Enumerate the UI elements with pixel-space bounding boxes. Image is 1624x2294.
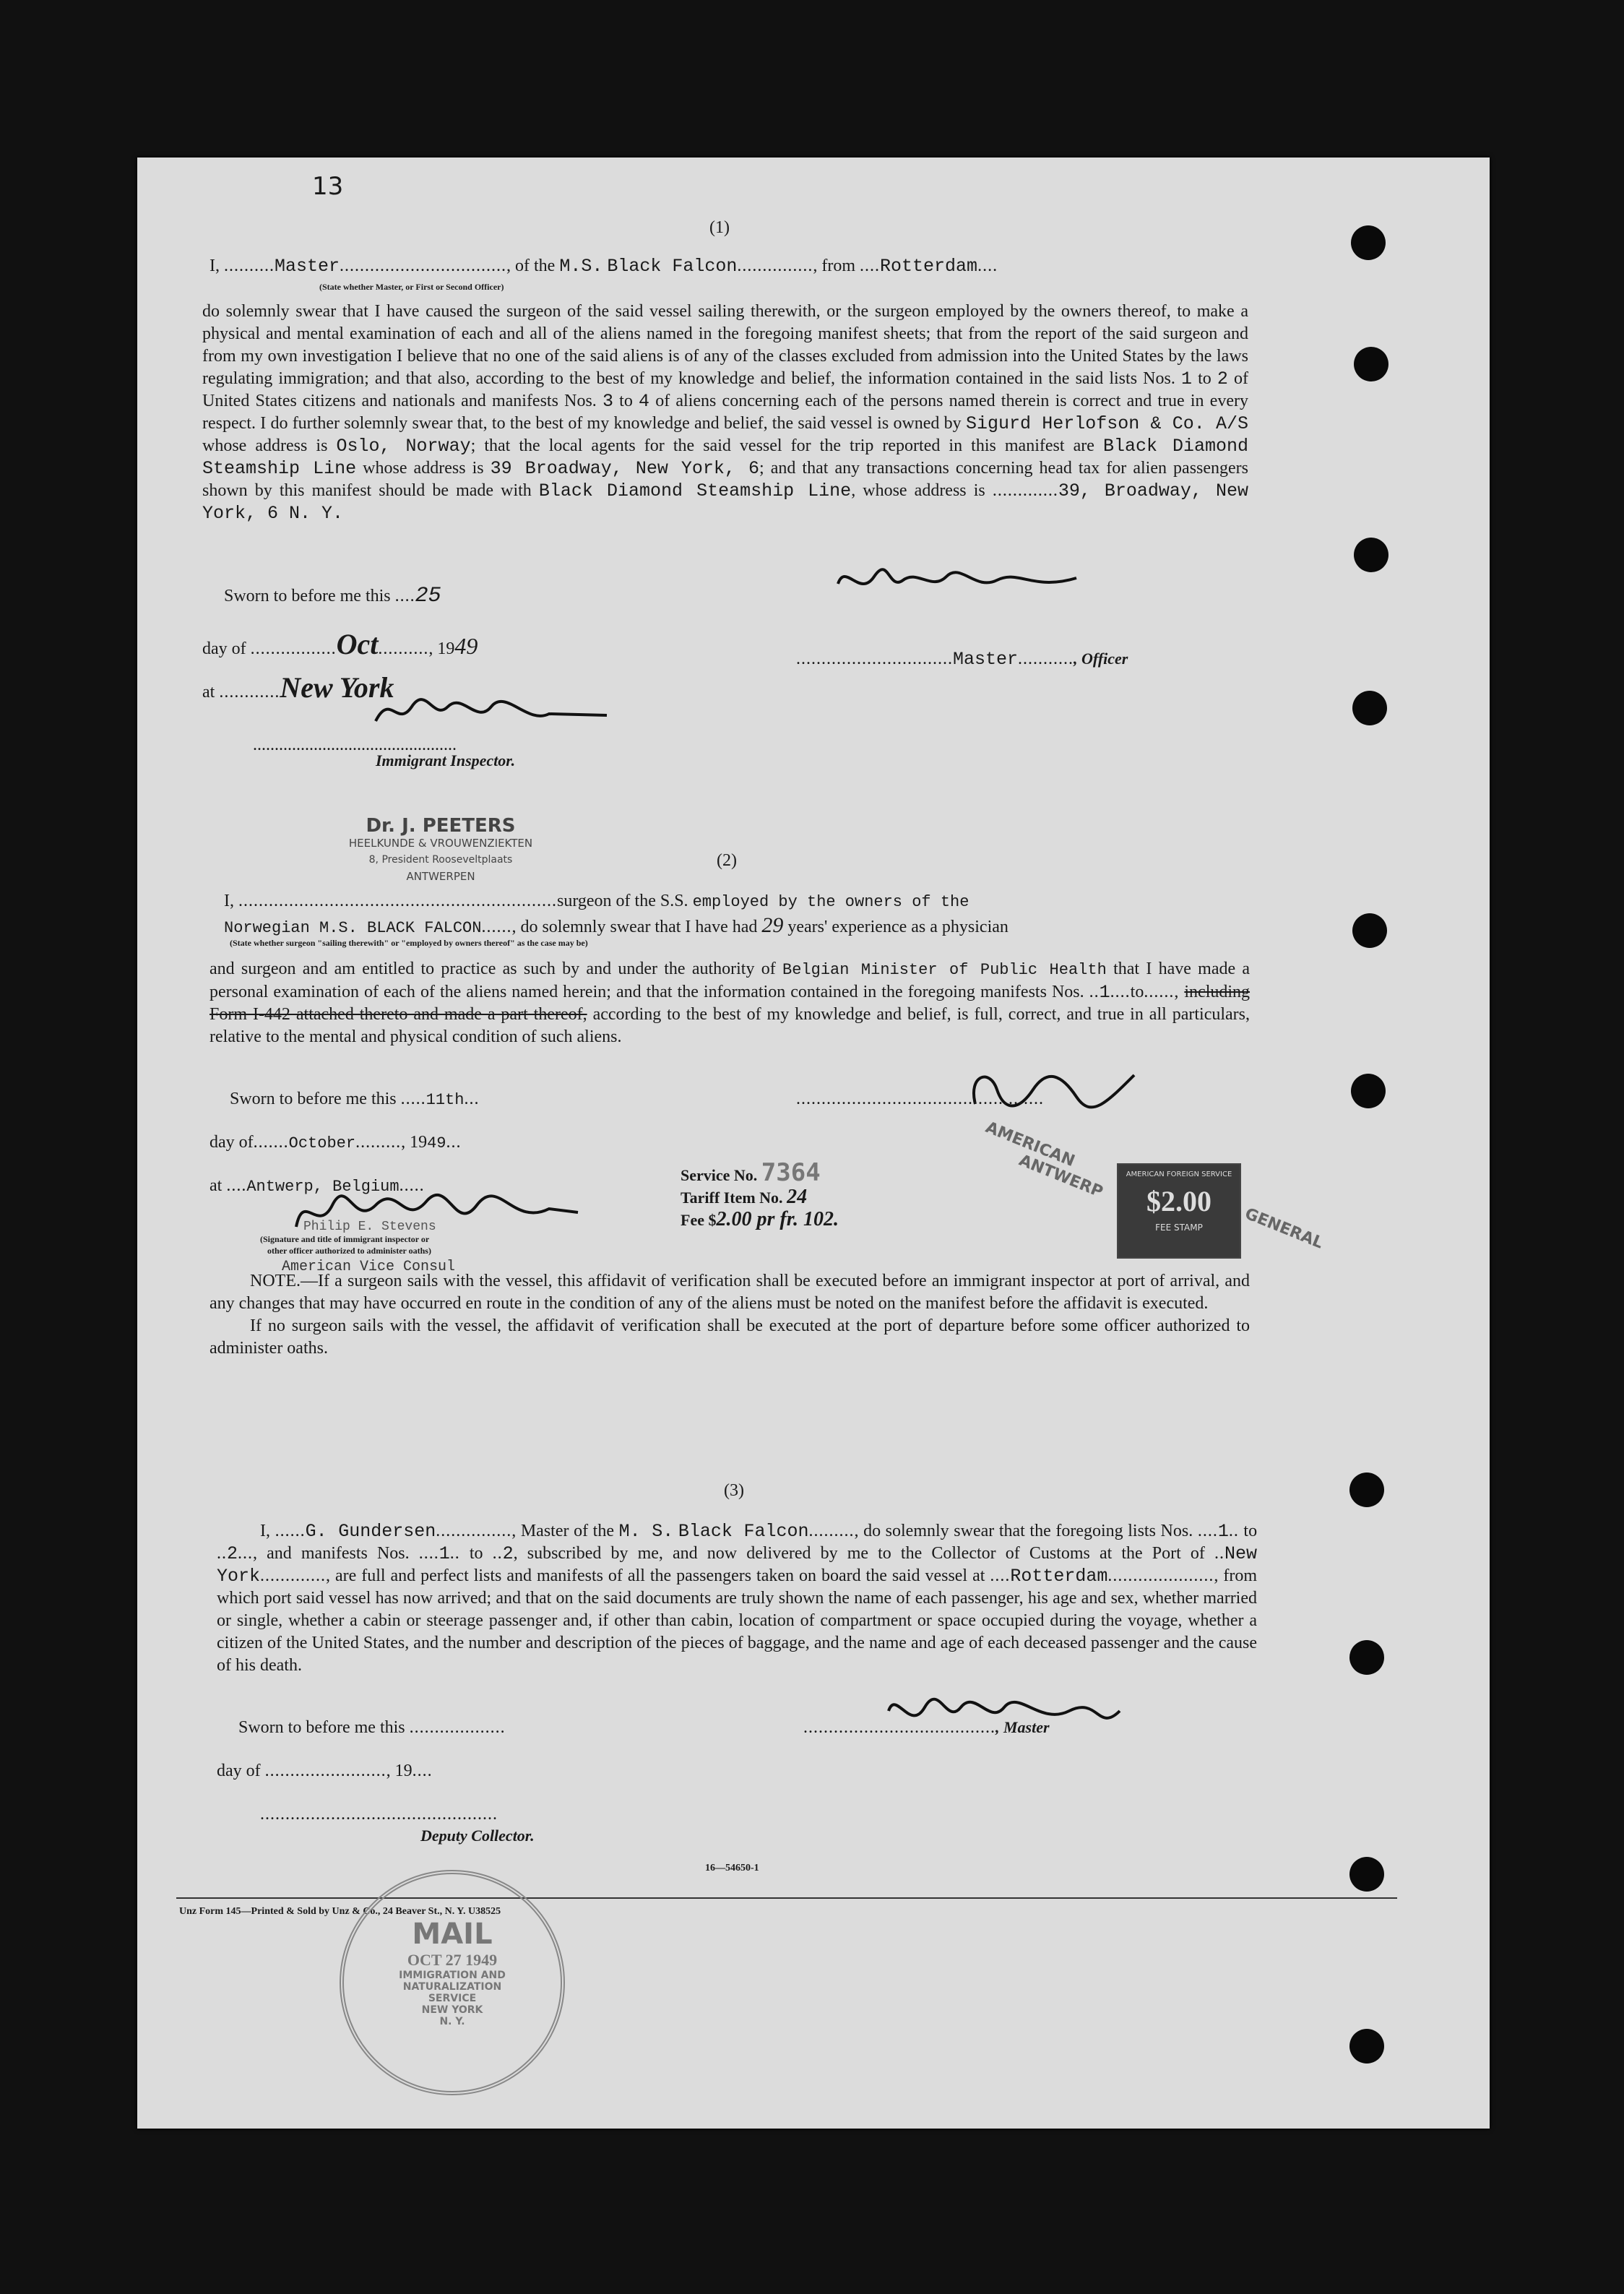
document-page: 13 (1) I, ..........Master................................., of the M.S. Black Falcon..............., from ....Rotterdam.... (State whether Master, or First or Second Officer) do solemnly swear that I have caused the surgeon of the said vessel sailing therewith, or the surgeon employed by the owners thereof, to make a physical and mental examination of each and all of the aliens named in the foregoing manifest sheets; that from the report of the said surgeon and from my own investigation I believe that no one of the said aliens is of any of the classes excluded from admission into the United States by the laws regulating immigration; and that also, according to the best of my knowledge and belief, the information contained in the said lists Nos. 1 to 2 of United States citizens and nationals and manifests Nos. 3 to 4 of aliens concerning each of the persons named therein is correct and true in every respect. I do further solemnly swear that, to the best of my knowledge and belief, the said vessel is owned by Sigurd Herlofson & Co. A/S whose address is Oslo, Norway; that the local agents for the said vessel for the trip reported in this manifest are Black Diamond Steamship Line whose address is 39 Broadway, New York, 6; and that any transactions concerning head tax for alien passengers shown by this manifest should be made with Black Diamond Steamship Line, whose address is .............39, Broadway, New York, 6 N. Y. Sworn to before me this ....25 day of .................Oct.........., 1949 at ............New York ............................................... Immigrant Inspector. ...............................Master..........., Officer Dr. J. PEETERS HEELKUNDE & VROUWENZIEKTEN 8, President Rooseveltplaats ANTWERPEN (2) I, ...............................................................surgeon of the S.S. employed by the owners of the Norwegian M.S. BLACK FALCON......, do solemnly swear that I have had 29 years' experience as a physician (State whether surgeon "sailing therewith" or "employed by owners thereof" as the case may be) and surgeon and am entitled to practice as such by and under the authority of Belgian Minister of Public Health that I have made a personal examination of each of the aliens named herein; and that the information contained in the foregoing manifests Nos. ..1....to......, including Form I-442 attached thereto and made a part thereof, according to the best of my knowledge and belief, is full, correct, and true in all particulars, relative to the mental and physical condition of such aliens. Sworn to before me this .....11th... day of.......October........., 1949... at ....Antwerp, Belgium..... Philip E. Stevens (Signature and title of immigrant inspector or other officer authorized to administer oaths) American Vice Consul ................................................. Service No. 7364 Tariff Item No. 24 Fee $2.00 pr fr. 102. AMERICAN FOREIGN SERVICE $2.00 FEE STAMP AMERICAN ANTWERP GENERAL NOTE.—If a surgeon sails with the vessel, this affidavit of verification shall be executed before an immigrant inspector at port of arrival, and any changes that may have occurred en route in the condition of any of the aliens must be noted on the manifest before the affidavit is executed. If no surgeon sails with the vessel, the affidavit of verification shall be executed at the port of departure before some officer authorized to administer oaths. (3) I, ......G. Gundersen..............., Master of the M. S. Black Falcon........., do solemnly swear that the foregoing lists Nos. ....1.. to ..2..., and manifests Nos. ....1.. to ..2, subscribed by me, and now delivered by me to the Collector of Customs at the Port of ..New York............., are full and perfect lists and manifests of all the passengers taken on board the said vessel at ....Rotterdam....................., from which port said vessel has now arrived; and that on the said documents are truly shown the name of each passenger, his age and sex, whether married or single, whether a cabin or steerage passenger and, if other than cabin, location of compartment or space occupied during the voyage, whether a citizen of the United States, and the number and description of the pieces of baggage, and the name and age of each deceased passenger and the cause of his death. Sworn to before me this ................... day of ........................, 19.... ............................................... Deputy Collector. ......................................, Master 16—54650-1 Unz Form 145—Printed & Sold by Unz & Co., 24 Beaver St., N. Y. U38525 MAIL OCT 27 1949 IMMIGRATION AND NATURALIZATION SERVICE NEW YORK N. Y. <box>137 158 1490 2129</box>
section1-line1: I, ..........Master................................., of the M.S. Black Falcon..............., from ....Rotterdam.... <box>210 256 998 277</box>
binder-hole <box>1349 2029 1384 2064</box>
footer-rule <box>176 1897 1397 1899</box>
fee-block: Service No. 7364 Tariff Item No. 24 Fee $2.00 pr fr. 102. <box>681 1158 839 1230</box>
consulate-stamp-general: GENERAL <box>1242 1204 1326 1253</box>
printer-line: Unz Form 145—Printed & Sold by Unz & Co., 24 Beaver St., N. Y. U38525 <box>179 1906 501 1917</box>
sig-caption-2: other officer authorized to administer oaths) <box>267 1246 431 1256</box>
rank-value: Master <box>275 256 340 277</box>
binder-hole <box>1349 1640 1384 1675</box>
agents: Black Diamond Steamship Line <box>202 436 1249 479</box>
section2-caption: (State whether surgeon "sailing therewith" or "employed by owners thereof" as the case may be) <box>230 938 588 948</box>
dayof-line-1: day of .................Oct.........., 1949 <box>202 628 478 660</box>
master-line-3: ......................................, Master <box>803 1718 1050 1737</box>
sig-caption-1: (Signature and title of immigrant inspector or <box>260 1234 430 1244</box>
section1-heading: (1) <box>709 218 730 237</box>
corner-mark: 13 <box>312 172 344 201</box>
signer-line-1: ...............................Master..........., Officer <box>796 649 1128 670</box>
consulate-stamp: AMERICAN ANTWERP <box>982 1118 1106 1202</box>
section2-line1: I, ...............................................................surgeon of the S.S. employed by the owners of the <box>224 892 969 911</box>
fee-stamp: AMERICAN FOREIGN SERVICE $2.00 FEE STAMP <box>1117 1163 1241 1259</box>
rank-caption: (State whether Master, or First or Second Officer) <box>319 282 504 292</box>
sworn-line-1: Sworn to before me this ....25 <box>224 584 441 608</box>
mail-stamp: MAIL OCT 27 1949 IMMIGRATION AND NATURALIZATION SERVICE NEW YORK N. Y. <box>340 1870 565 2095</box>
section1-body: do solemnly swear that I have caused the surgeon of the said vessel sailing therewith, or the surgeon employed by the owners thereof, to make a physical and mental examination of each and all of the aliens named in the foregoing manifest sheets; that from the report of the said surgeon and from my own investigation I believe that no one of the said aliens is of any of the classes excluded from admission into the United States by the laws regulating immigration; and that also, according to the best of my knowledge and belief, the information contained in the said lists Nos. 1 to 2 of United States citizens and nationals and manifests Nos. 3 to 4 of aliens concerning each of the persons named therein is correct and true in every respect. I do further solemnly swear that, to the best of my knowledge and belief, the said vessel is owned by Sigurd Herlofson & Co. A/S whose address is Oslo, Norway; that the local agents for the said vessel for the trip reported in this manifest are Black Diamond Steamship Line whose address is 39 Broadway, New York, 6; and that any transactions concerning head tax for alien passengers shown by this manifest should be made with Black Diamond Steamship Line, whose address is .............39, Broadway, New York, 6 N. Y. <box>202 302 1249 524</box>
section2-line2: Norwegian M.S. BLACK FALCON......, do solemnly swear that I have had 29 years' experience as a physician <box>224 913 1008 937</box>
binder-hole <box>1352 691 1387 725</box>
ship-name: Black Falcon <box>607 256 738 277</box>
collector-caption: Deputy Collector. <box>420 1827 535 1845</box>
owner: Sigurd Herlofson & Co. A/S <box>965 413 1248 434</box>
binder-hole <box>1352 913 1387 948</box>
form-number: 16—54650-1 <box>705 1863 759 1873</box>
binder-hole <box>1351 225 1386 260</box>
consul-title: American Vice Consul <box>282 1259 456 1275</box>
at-line-1: at ............New York <box>202 671 394 704</box>
section2-heading: (2) <box>717 851 737 870</box>
section2-body: and surgeon and am entitled to practice as such by and under the authority of Belgian Minister of Public Health that I have made a personal examination of each of the aliens named herein; and that the information contained in the foregoing manifests Nos. ..1....to......, including Form I-442 attached thereto and made a part thereof, according to the best of my knowledge and belief, is full, correct, and true in all particulars, relative to the mental and physical condition of such aliens. <box>210 960 1251 1046</box>
at-line-2: at ....Antwerp, Belgium..... <box>210 1176 425 1196</box>
section3-body: I, ......G. Gundersen..............., Master of the M. S. Black Falcon........., do solemnly swear that the foregoing lists Nos. ....1.. to ..2..., and manifests Nos. ....1.. to ..2, subscribed by me, and now delivered by me to the Collector of Customs at the Port of ..New York............., are full and perfect lists and manifests of all the passengers taken on board the said vessel at ....Rotterdam....................., from which port said vessel has now arrived; and that on the said documents are truly shown the name of each passenger, his age and sex, whether married or single, whether a cabin or steerage passenger and, if other than cabin, location of compartment or space occupied during the voyage, whether a citizen of the United States, and the number and description of the pieces of baggage, and the name and age of each deceased passenger and the cause of his death. <box>217 1521 1258 1675</box>
surgeon-stamp: Dr. J. PEETERS HEELKUNDE & VROUWENZIEKTEN 8, President Rooseveltplaats ANTWERPEN <box>348 815 533 883</box>
sworn-line-2: Sworn to before me this .....11th... <box>230 1090 480 1109</box>
inspector-signature <box>368 692 614 736</box>
binder-hole <box>1351 1074 1386 1108</box>
master-signature <box>831 562 1091 605</box>
binder-hole <box>1354 347 1388 381</box>
binder-hole <box>1354 538 1388 572</box>
note-block: NOTE.—If a surgeon sails with the vessel, this affidavit of verification shall be executed before an immigrant inspector at port of arrival, and any changes that may have occurred en route in the condition of any of the aliens must be noted on the manifest before the affidavit is executed. If no surgeon sails with the vessel, the affidavit of verification shall be executed at the port of departure before some officer authorized to administer oaths. <box>210 1272 1250 1358</box>
binder-hole <box>1349 1472 1384 1507</box>
consul-typed-name: Philip E. Stevens <box>303 1220 436 1234</box>
inspector-caption: Immigrant Inspector. <box>376 751 516 769</box>
dayof-line-2: day of.......October........., 1949... <box>210 1133 462 1152</box>
binder-hole <box>1349 1857 1384 1892</box>
sworn-line-3: Sworn to before me this ................... <box>238 1718 506 1737</box>
dayof-line-3: day of ........................, 19.... <box>217 1762 433 1780</box>
section3-heading: (3) <box>724 1481 744 1500</box>
port-from: Rotterdam <box>880 256 978 277</box>
